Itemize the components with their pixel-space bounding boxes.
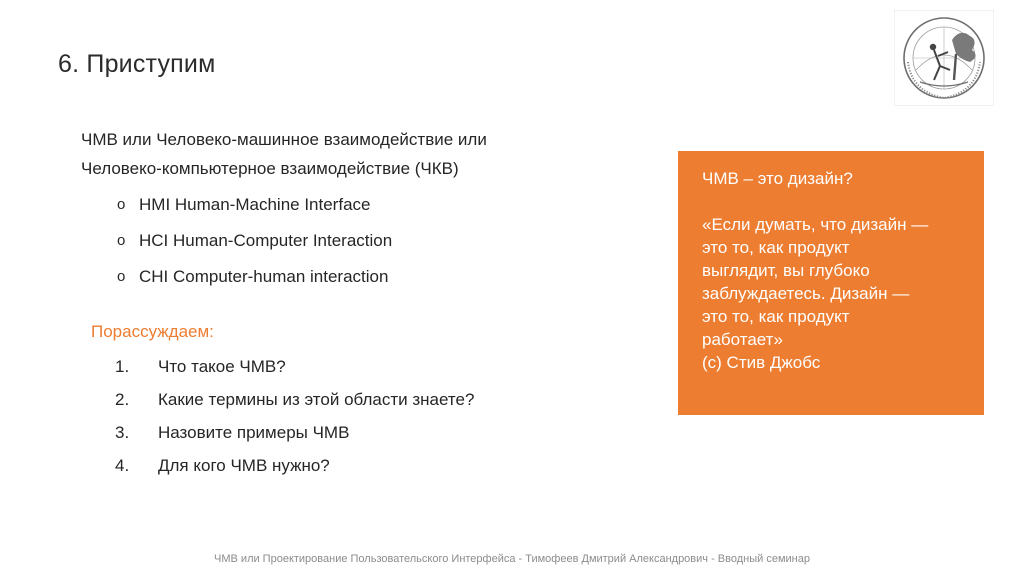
term-text: CHI Computer-human interaction (139, 267, 389, 286)
discussion-block (91, 318, 611, 482)
slide-footer: ЧМВ или Проектирование Пользовательского Интерфейса - Тимофеев Дмитрий Александрович - Вводный семинар (214, 553, 810, 565)
question-number: 1. (115, 357, 130, 376)
bullet-circle-icon: o (117, 268, 126, 285)
question-text: Что такое ЧМВ? (158, 357, 286, 376)
slide-title: 6. Приступим (58, 50, 216, 78)
question-number: 3. (115, 423, 130, 442)
quote-line: заблуждаетесь. Дизайн — (702, 284, 910, 303)
bullet-circle-icon: o (117, 232, 126, 249)
term-list (81, 187, 601, 295)
list-item (117, 187, 601, 223)
discussion-heading: Порассуждаем: (91, 322, 214, 341)
question-number: 2. (115, 390, 130, 409)
intro-block (81, 125, 601, 295)
term-text: HMI Human-Machine Interface (139, 195, 371, 214)
university-logo (894, 10, 994, 106)
quote-box (678, 151, 984, 415)
question-text: Какие термины из этой области знаете? (158, 390, 475, 409)
quote-line: работает» (702, 330, 783, 349)
quote-line: это то, как продукт (702, 307, 850, 326)
quote-author: (c) Стив Джобс (702, 353, 821, 372)
bullet-circle-icon: o (117, 196, 126, 213)
quote-line: выглядит, вы глубоко (702, 261, 870, 280)
list-item (91, 350, 611, 383)
quote-line: «Если думать, что дизайн — (702, 215, 929, 234)
university-logo-emblem-icon (894, 10, 994, 106)
quote-line: это то, как продукт (702, 238, 850, 257)
list-item (91, 449, 611, 482)
list-item (91, 383, 611, 416)
list-item (117, 223, 601, 259)
intro-line-2: Человеко-компьютерное взаимодействие (ЧКВ) (81, 159, 459, 178)
question-list (91, 350, 611, 482)
list-item (117, 259, 601, 295)
quote-title: ЧМВ – это дизайн? (702, 169, 853, 188)
question-text: Для кого ЧМВ нужно? (158, 456, 330, 475)
list-item (91, 416, 611, 449)
term-text: HCI Human-Computer Interaction (139, 231, 393, 250)
intro-line-1: ЧМВ или Человеко-машинное взаимодействие или (81, 130, 487, 149)
question-text: Назовите примеры ЧМВ (158, 423, 350, 442)
question-number: 4. (115, 456, 130, 475)
